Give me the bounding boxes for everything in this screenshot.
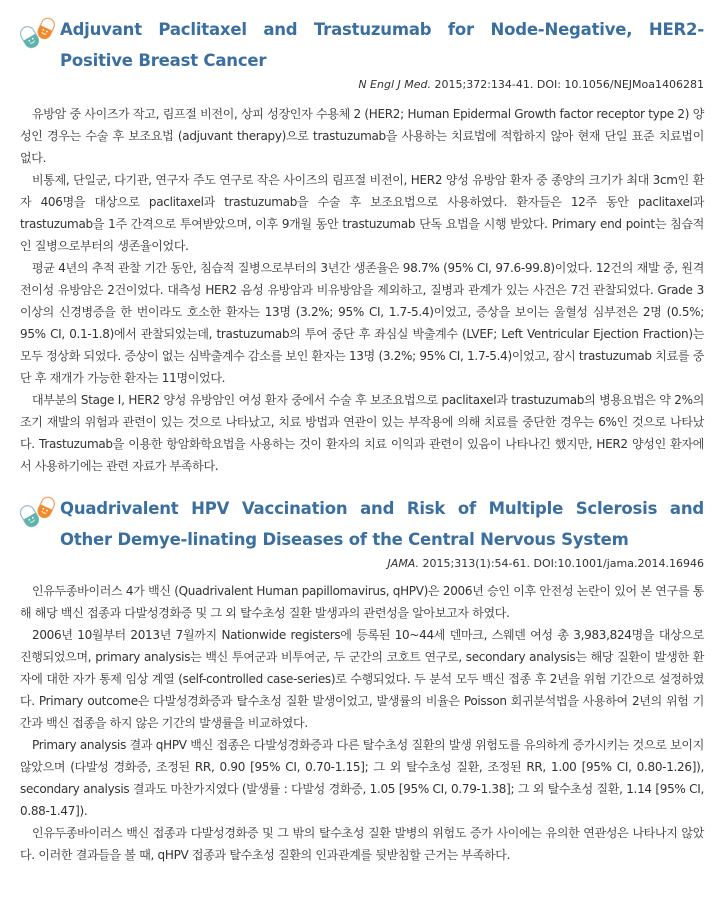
pill-capsule-icon [20,495,56,529]
paragraph: 인유두종바이러스 백신 접종과 다발성경화증 및 그 밖의 탈수초성 질환 발병의 위험도 증가 사이에는 유의한 연관성은 나타나지 않았다. 이러한 결과들을 볼 때, qHPV 접종과 탈수초성 질환의 인과관계를 뒷받침할 근거는 부족하다. [20,826,704,862]
paragraph: Primary analysis 결과 qHPV 백신 접종은 다발성경화증과 다른 탈수초성 질환의 발생 위험도를 유의하게 증가시키는 것으로 보이지 않았으며 (다발성 경화증, 조정된 RR, 0.90 [95% CI, 0.70-1.15]; 그 외 탈수초성 질환, 조정된 RR, 1.00 [95% CI, 0.80-1.26]), secondary analysis 결과도 마찬가지였다 (발생률 : 다발성 경화증, 1.05 [95% CI, 0.79-1.38]; 그 외 탈수초성 질환, 1.14 [95% CI, 0.88-1.47]). [20,738,704,818]
paragraph: 2006년 10월부터 2013년 7월까지 Nationwide registers에 등록된 10~44세 덴마크, 스웨덴 여성 총 3,983,824명을 대상으로 진행되었으며, primary analysis는 백신 투여군과 비투여군, 두 군간의 코호트 연구로, secondary analysis는 해당 질환이 발생한 환자에 대한 자가 통제 임상 계열 (self-controlled case-series)로 수행되었다. 두 분석 모두 백신 접종 후 2년을 위험 기간으로 설정하였다. Primary outcome은 다발성경화증과 탈수초성 질환 발생이었고, 발생률의 비율은 Poisson 회귀분석법을 사용하여 2년의 위험 기간과 백신 접종을 하지 않은 기간의 발생률을 비교하였다. [20,628,704,730]
citation-journal: N Engl J Med. [358,78,431,91]
paragraph: 인유두종바이러스 4가 백신 (Quadrivalent Human papillomavirus, qHPV)은 2006년 승인 이후 안전성 논란이 있어 본 연구를 통해 해당 백신 접종과 다발성경화증 및 그 외 탈수초성 질환 발생과의 관련성을 알아보고자 하였다. [20,584,704,620]
article-body [0,580,716,866]
paragraph: 유방암 중 사이즈가 작고, 림프절 비전이, 상피 성장인자 수용체 2 (HER2; Human Epidermal Growth factor receptor type 2) 양성인 경우는 수술 후 보조요법 (adjuvant therapy)으로 trastuzumab을 사용하는 치료법에 적합하지 않아 현재 단일 표준 치료법이 없다. [20,107,704,165]
citation-details: 2015;372:134-41. DOI: 10.1056/NEJMoa1406281 [431,78,704,91]
citation [0,77,716,93]
citation-details: 2015;313(1):54-61. DOI:10.1001/jama.2014.16946 [419,557,704,570]
article-hpv-vaccination [0,493,716,866]
article-paclitaxel-trastuzumab [0,14,716,477]
citation [0,556,716,572]
citation-journal: JAMA. [387,557,420,570]
pill-capsule-icon [20,16,56,50]
article-header [0,14,716,76]
article-header [0,493,716,555]
article-title: Quadrivalent HPV Vaccination and Risk of Multiple Sclerosis and Other Demye-linating Diseases of the Central Nervous System [60,499,704,549]
article-title: Adjuvant Paclitaxel and Trastuzumab for Node-Negative, HER2-Positive Breast Cancer [60,20,704,70]
paragraph: 비통제, 단일군, 다기관, 연구자 주도 연구로 작은 사이즈의 림프절 비전이, HER2 양성 유방암 환자 중 종양의 크기가 최대 3cm인 환자 406명을 대상으로 paclitaxel과 trastuzumab을 수술 후 보조요법으로 사용하였다. 환자들은 12주 동안 paclitaxel과 trastuzumab을 1주 간격으로 투여받았으며, 이후 9개월 동안 trastuzumab 단독 요법을 시행 받았다. Primary end point는 침습적인 질병으로부터의 생존율이었다. [20,173,704,253]
paragraph: 대부분의 Stage Ⅰ, HER2 양성 유방암인 여성 환자 중에서 수술 후 보조요법으로 paclitaxel과 trastuzumab의 병용요법은 약 2%의 조기 재발의 위험과 관련이 있는 것으로 나타났고, 치료 방법과 연관이 있는 부작용에 의해 치료를 중단한 경우는 6%인 것으로 나타났다. Trastuzumab을 이용한 항암화학요법을 사용하는 것이 환자의 치료 이익과 관련이 있음이 나타나긴 했지만, HER2 양성인 환자에서 사용하기에는 관련 자료가 부족하다. [20,393,704,473]
article-body [0,103,716,477]
paragraph: 평균 4년의 추적 관찰 기간 동안, 침습적 질병으로부터의 3년간 생존율은 98.7% (95% CI, 97.6-99.8)이었다. 12건의 재발 중, 원격 전이성 유방암은 2건이었다. 대측성 HER2 음성 유방암과 비유방암을 제외하고, 질병과 관계가 있는 사건은 7건 관찰되었다. Grade 3 이상의 신경병증을 한 번이라도 호소한 환자는 13명 (3.2%; 95% CI, 1.7-5.4)이었고, 증상을 보이는 울혈성 심부전은 2명 (0.5%; 95% CI, 0.1-1.8)에서 관찰되었는데, trastuzumab의 투여 중단 후 좌심실 박출계수 (LVEF; Left Ventricular Ejection Fraction)는 모두 정상화 되었다. 증상이 없는 심박출계수 감소를 보인 환자는 13명 (3.2%; 95% CI, 1.7-5.4)이었고, 잠시 trastuzumab 치료를 중단 후 재개가 가능한 환자는 11명이었다. [20,261,704,385]
